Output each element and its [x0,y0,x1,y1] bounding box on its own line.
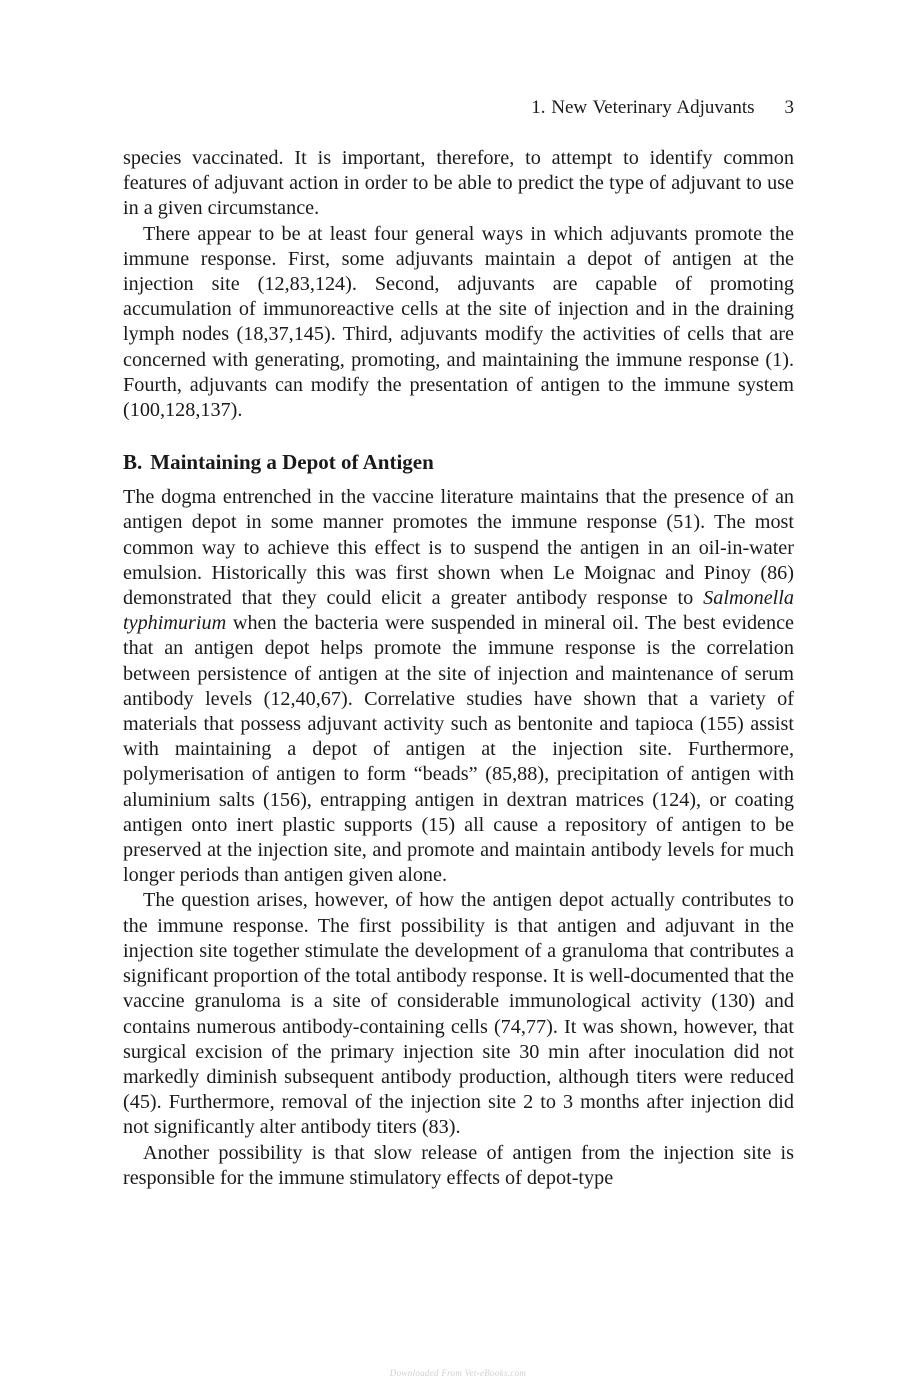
download-watermark: Downloaded From Vet-eBooks.com [389,1368,527,1378]
paragraph-text-part: when the bacteria were suspended in mineral oil. The best evidence that an antigen depot helps promote the immune response is the correlation between persistence of antigen at the site of injection and maintenance of serum antibody levels (12,40,67). Correlative studies have shown that a variety of materials that possess adjuvant activity such as bentonite and tapioca (155) assist with maintaining a depot of antigen at the injection site. Furthermore, polymerisation of antigen to form “beads” (85,88), precipitation of antigen with aluminium salts (156), entrapping antigen in dextran matrices (124), or coating antigen onto inert plastic supports (15) all cause a repository of antigen to be preserved at the injection site, and promote and maintain antibody levels for much longer periods than antigen given alone. [123,612,795,887]
page-number: 3 [784,97,794,118]
section-heading [123,450,794,475]
paragraph-slow-release: Another possibility is that slow release of antigen from the injection site is responsible for the immune stimulatory effects of depot-type [123,1141,794,1189]
running-title: 1. New Veterinary Adjuvants [531,97,755,118]
section-letter: B. [123,450,143,475]
paragraph-depot-dogma [123,485,794,888]
paragraph-four-ways: There appear to be at least four general ways in which adjuvants promote the immune response. First, some adjuvants maintain a depot of antigen at the injection site (12,83,124). Second, adjuvants are capable of promoting accumulation of immunoreactive cells at the site of injection and in the draining lymph nodes (18,37,145). Third, adjuvants modify the activities of cells that are concerned with generating, promoting, and maintaining the immune response (1). Fourth, adjuvants can modify the presentation of antigen to the immune system (100,128,137). [123,222,794,422]
paragraph-text-part: The dogma entrenched in the vaccine literature maintains that the presence of an antigen depot in some manner promotes the immune response (51). The most common way to achieve this effect is to suspend the antigen in an oil-in-water emulsion. Historically this was first shown when Le Moignac and Pinoy (86) demonstrated that they could elicit a greater antibody response to [123,486,794,610]
section-title: Maintaining a Depot of Antigen [150,450,434,475]
running-header [531,97,794,119]
species-name-italic: Salmonella typhimurium [123,587,794,635]
paragraph-depot-question: The question arises, however, of how the antigen depot actually contributes to the immune response. The first possibility is that antigen and adjuvant in the injection site together stimulate the development of a granuloma that contributes a significant proportion of the total antibody response. It is well-documented that the vaccine granuloma is a site of considerable immunological activity (130) and contains numerous antibody-containing cells (74,77). It was shown, however, that surgical excision of the primary injection site 30 min after inoculation did not markedly diminish subsequent antibody production, although titers were reduced (45). Furthermore, removal of the injection site 2 to 3 months after injection did not significantly alter antibody titers (83). [123,889,794,1139]
paragraph-continued: species vaccinated. It is important, therefore, to attempt to identify common features of adjuvant action in order to be able to predict the type of adjuvant to use in a given circumstance. [123,147,794,220]
page-body [123,146,794,1191]
